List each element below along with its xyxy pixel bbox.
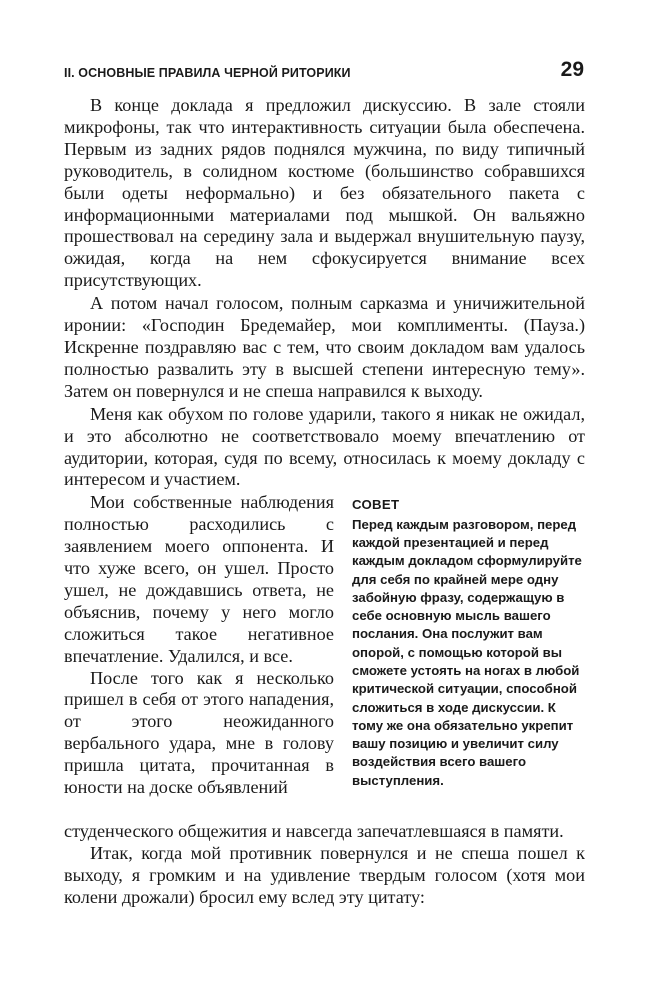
paragraph: А потом начал голосом, полным сарказма и уничижительной иронии: «Господин Бредемайер, мои комплименты. (Пауза.) Искренне поздравляю вас с тем, что своим докладом вам удалось полностью развалить эту в высшей степени интересную тему». Затем он повернулся и не спеша направился к выходу. [64,293,585,401]
paragraph: В конце доклада я предложил дискуссию. В зале стояли микрофоны, так что интерактивность ситуации была обеспечена. Первым из задних рядов поднялся мужчина, по виду типичный руководитель, в солидном костюме (большинство собравшихся были одеты неформально) и без обязательного пакета с информационными материалами под мышкой. Он вальяжно прошествовал на середину зала и выдержал внушительную паузу, ожидая, когда на нем сфокусируется внимание всех присутствующих. [64,95,585,291]
running-head: II. ОСНОВНЫЕ ПРАВИЛА ЧЕРНОЙ РИТОРИКИ [64,66,351,80]
paragraph-continuation: студенческого общежития и навсегда запечатлевшаяся в памяти. [64,821,564,842]
paragraph: Меня как обухом по голове ударили, такого я никак не ожидал, и это абсолютно не соответствовало моему впечатлению от аудитории, которая, судя по всему, относилась к моему докладу с интересом и участием. [64,403,585,490]
advice-sidebar [352,496,588,790]
paragraph: Итак, когда мой противник повернулся и не спеша пошел к выходу, я громким и на удивление твердым голосом (хотя мои колени дрожали) бросил ему вслед эту цитату: [64,843,585,908]
paragraph: Мои собственные наблюдения полностью расходились с заявлением моего оппонента. И что хуже всего, он ушел. Просто ушел, не дождавшись ответа, не объяснив, почему у него могло сложиться такое негативное впечатление. Удалился, и все. [64,492,334,666]
page-header [64,60,584,84]
sidebar-title: СОВЕТ [352,497,400,513]
page-number: 29 [560,58,584,81]
body-text [64,95,585,909]
paragraph: После того как я несколько пришел в себя от этого нападения, от этого неожиданного вербального удара, мне в голову пришла цитата, прочитанная в юности на доске объявлений [64,667,334,798]
sidebar-text: Перед каждым разговором, перед каждой презентацией и перед каждым докладом сформулируйте для себя по крайней мере одну забойную фразу, содержащую в себе основную мысль вашего послания. Она послужит вам опорой, с помощью которой вы сможете устоять на ногах в любой критической ситуации, способной сложиться в ходе дискуссии. К тому же она обязательно укрепит вашу позицию и увеличит силу воздействия всего вашего выступления. [352,516,582,788]
left-column [64,492,334,799]
two-column-section [64,492,585,821]
